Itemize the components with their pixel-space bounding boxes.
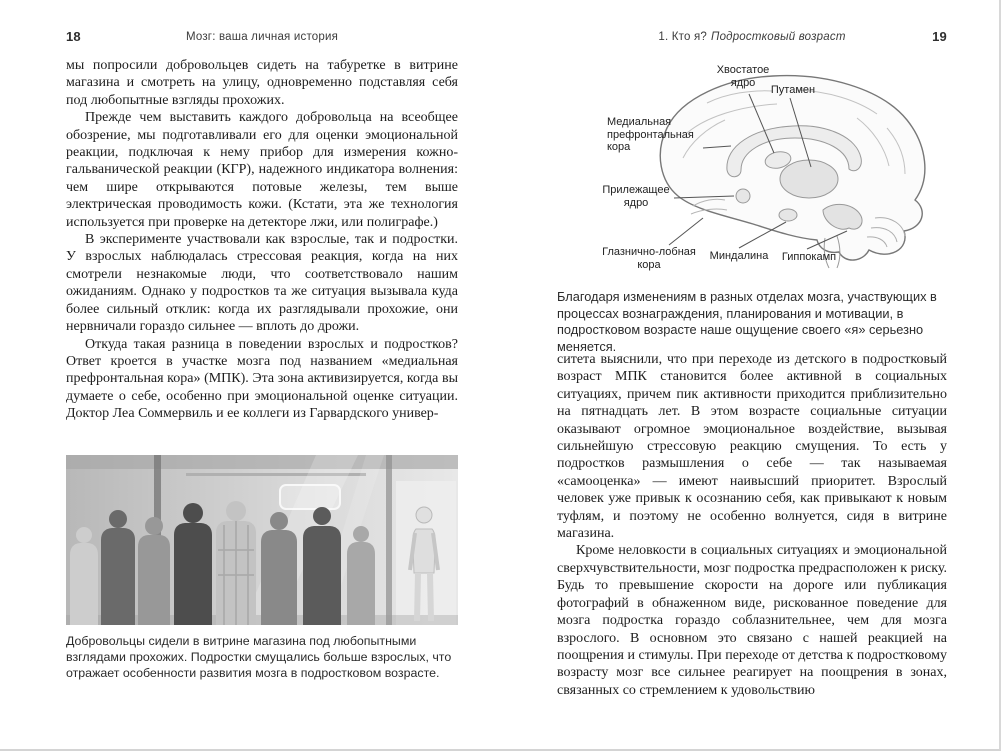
- paragraph: мы попросили добровольцев сидеть на табуретке в витрине магазина и смотреть на улицу, одновременно подставляя себя под любопытные взгляды прохожих.: [66, 58, 458, 108]
- page-number-right: 19: [932, 29, 947, 44]
- label-orbitofrontal-cortex: Глазнично-лобная кора: [602, 246, 696, 271]
- experiment-photo: [66, 455, 458, 625]
- body-text-right: [557, 351, 947, 699]
- plaid-shirt-pattern: [218, 521, 254, 625]
- label-putamen: Путамен: [770, 84, 816, 96]
- brain-diagram: [557, 58, 947, 286]
- running-head-right: [557, 28, 947, 46]
- nucleus-accumbens: [736, 189, 750, 203]
- running-title-chapter: 1. Кто я?: [658, 31, 708, 43]
- window-frame-right: [386, 455, 392, 625]
- paragraph: В эксперименте участвовали как взрослые, так и подростки. У взрослых наблюдалась стрессовая реакция, когда на них смотрели незнакомые люди, что соответствовало нашим ожиданиям. Однако у подростков та же ситуация вызывала куда более сильный отклик: когда их разглядывали прохожие, они нервничали гораздо сильнее — вплоть до дрожи.: [66, 232, 458, 335]
- body-text-left: [66, 57, 458, 423]
- page-right: [557, 0, 947, 749]
- thalamus-putamen: [780, 160, 838, 198]
- running-head-left: [66, 28, 458, 46]
- amygdala-shape: [779, 209, 797, 221]
- paragraph: Прежде чем выставить каждого добровольца на всеобщее обозрение, мы подготавливали его для оценки эмоциональной реакции, подключая к нему прибор для измерения кожно-гальванической реакции (КГР), надежного индикатора волнения: чем шире открываются потовые железы, тем выше электрическая проводимость кожи. (Кстати, эта же технология используется при проверке на детекторе лжи, или полиграфе.): [66, 110, 458, 230]
- photo-caption: Добровольцы сидели в витрине магазина под любопытными взглядами прохожих. Подростки смущались больше взрослых, что отражает особенности развития мозга в подростковом возрасте.: [66, 634, 452, 680]
- page-left: [66, 0, 458, 749]
- window-top-frame: [66, 455, 458, 469]
- diagram-caption: Благодаря изменениям в разных отделах мозга, участвующих в процессах вознаграждения, планирования и мотивации, в подростковом возрасте наше ощущение своего «я» серьезно меняется.: [557, 289, 937, 354]
- label-hippocampus: Гиппокамп: [781, 251, 837, 263]
- label-medial-prefrontal-cortex: Медиальная префронтальная кора: [607, 116, 694, 153]
- label-nucleus-accumbens: Прилежащее ядро: [602, 184, 670, 209]
- running-title-left: Мозг: ваша личная история: [185, 31, 339, 43]
- paragraph: Откуда такая разница в поведении взрослых и подростков? Ответ кроется в участке мозга под названием «медиальная префронтальная кора» (МПК). Эта зона активизируется, когда вы думаете о себе, особенно при эмоциональной оценке ситуации. Доктор Леа Соммервиль и ее коллеги из Гарвардского универ-: [66, 336, 458, 422]
- running-title-section: Подростковый возраст: [711, 31, 846, 43]
- paragraph: ситета выяснили, что при переходе из детского в подростковый возраст МПК становится более активной в социальных ситуациях, причем пик активности приходится приблизительно на пятнадцать лет. В этом возрасте социальные ситуации оказывают огромное эмоциональное воздействие, вызывая сильнейшую стрессовую реакцию смущения. То есть у подростков размышления о себе — так называемая «самооценка» — имеют наивысший приоритет. Взрослый человек уже привык к осознанию себя, как привыкают к новым туфлям, и поэтому не особенно волнуется, сидя в витрине магазина.: [557, 352, 947, 542]
- label-caudate-nucleus: Хвостатое ядро: [716, 64, 770, 89]
- storefront-photo-illustration: [66, 455, 458, 625]
- page-number-left: 18: [66, 29, 81, 44]
- running-title-right: [557, 28, 947, 46]
- label-amygdala: Миндалина: [709, 250, 769, 262]
- paragraph: Кроме неловкости в социальных ситуациях и эмоциональной сверхчувствительности, мозг подростка предрасположен к риску. Будь то превышение скорости на дороге или публикация фотографий в обнаженном виде, рискованное поведение для мозга подростка гораздо соблазнительнее, чем для мозга взрослого. В основном это связано с нашей реакцией на поощрения и стимулы. При переходе от детства к подростковому возрасту мозг все сильнее реагирует на поощрения в зонах, связанных со стремлением к удовольствию: [557, 543, 947, 698]
